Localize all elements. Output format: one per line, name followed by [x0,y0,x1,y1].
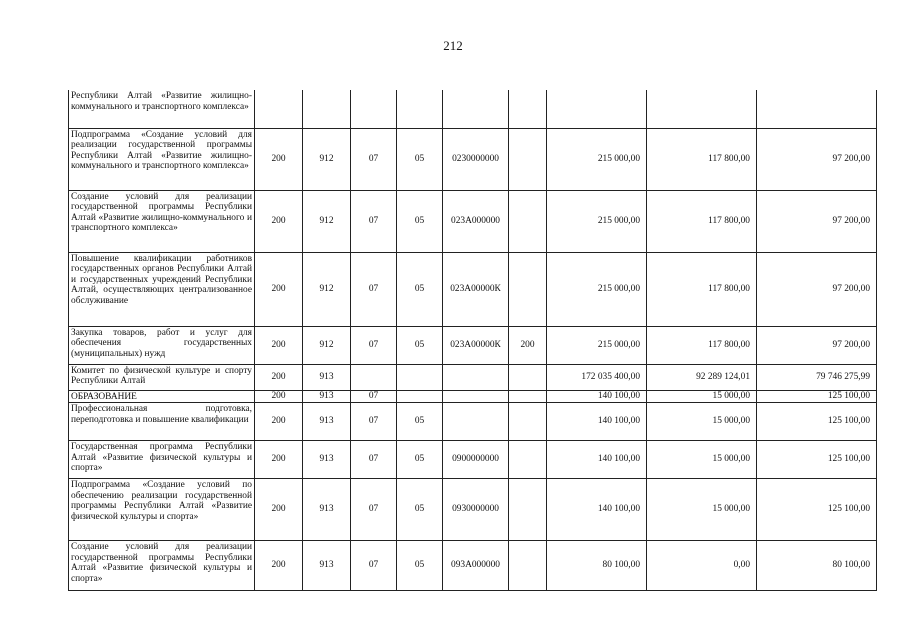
cell-type [509,541,547,591]
cell-code: 200 [255,441,303,479]
row-name: Создание условий для реализации государственной программы Республики Алтай «Развитие жилищно-коммунального и транспортного комплекса» [69,190,255,252]
cell-section: 07 [351,403,397,441]
cell-amount-2: 117 800,00 [647,128,757,190]
row-name: Профессиональная подготовка, переподготовка и повышение квалификации [69,403,255,441]
cell-amount-3: 125 100,00 [757,403,877,441]
cell-section: 07 [351,479,397,541]
cell-type [509,403,547,441]
cell-code: 200 [255,190,303,252]
cell-type [509,479,547,541]
cell-amount-3: 97 200,00 [757,128,877,190]
cell-section [351,90,397,128]
cell-subsection [397,90,443,128]
cell-amount-2: 117 800,00 [647,252,757,326]
cell-amount-1: 215 000,00 [547,326,647,364]
cell-amount-3: 97 200,00 [757,252,877,326]
cell-section: 07 [351,252,397,326]
cell-ministry: 913 [303,390,351,403]
cell-amount-2: 15 000,00 [647,441,757,479]
cell-subsection: 05 [397,541,443,591]
cell-code: 200 [255,390,303,403]
cell-ministry: 912 [303,190,351,252]
cell-code [255,90,303,128]
cell-target: 093А000000 [443,541,509,591]
cell-amount-1: 215 000,00 [547,128,647,190]
row-name: Подпрограмма «Создание условий для реализации государственной программы Республики Алтай «Развитие жилищно-коммунального и транспортного комплекса» [69,128,255,190]
cell-amount-2: 92 289 124,01 [647,364,757,390]
table-row [69,90,877,128]
page-number: 212 [443,38,463,53]
budget-table [68,90,877,591]
cell-type [509,90,547,128]
cell-amount-3: 97 200,00 [757,326,877,364]
cell-ministry: 912 [303,128,351,190]
cell-ministry: 913 [303,541,351,591]
cell-subsection [397,364,443,390]
cell-target: 023А00000К [443,252,509,326]
cell-section: 07 [351,190,397,252]
cell-ministry: 912 [303,252,351,326]
cell-amount-3: 80 100,00 [757,541,877,591]
cell-type [509,190,547,252]
cell-section: 07 [351,441,397,479]
cell-amount-3: 125 100,00 [757,479,877,541]
cell-amount-1: 140 100,00 [547,479,647,541]
table-row [69,326,877,364]
cell-ministry: 913 [303,479,351,541]
cell-type [509,128,547,190]
table-row [69,128,877,190]
cell-amount-1: 140 100,00 [547,403,647,441]
cell-ministry: 912 [303,326,351,364]
table-row [69,252,877,326]
cell-code: 200 [255,541,303,591]
cell-code: 200 [255,128,303,190]
cell-type [509,390,547,403]
row-name: Повышение квалификации работников государственных органов Республики Алтай и государственных учреждений Республики Алтай, осуществляющих централизованное обслуживание [69,252,255,326]
cell-section: 07 [351,128,397,190]
table-row [69,541,877,591]
cell-target [443,390,509,403]
cell-subsection: 05 [397,479,443,541]
cell-code: 200 [255,403,303,441]
row-name: Комитет по физической культуре и спорту Республики Алтай [69,364,255,390]
row-name: Республики Алтай «Развитие жилищно-коммунального и транспортного комплекса» [69,90,255,128]
cell-amount-1 [547,90,647,128]
cell-amount-2: 15 000,00 [647,479,757,541]
cell-amount-3: 125 100,00 [757,390,877,403]
cell-section: 07 [351,390,397,403]
cell-amount-2: 15 000,00 [647,390,757,403]
cell-subsection: 05 [397,252,443,326]
cell-target: 023А000000 [443,190,509,252]
cell-amount-2: 0,00 [647,541,757,591]
cell-section [351,364,397,390]
cell-ministry: 913 [303,441,351,479]
cell-ministry: 913 [303,403,351,441]
cell-target [443,364,509,390]
cell-subsection: 05 [397,190,443,252]
row-name: Государственная программа Республики Алтай «Развитие физической культуры и спорта» [69,441,255,479]
cell-amount-3: 79 746 275,99 [757,364,877,390]
cell-type: 200 [509,326,547,364]
cell-target [443,403,509,441]
cell-amount-2: 15 000,00 [647,403,757,441]
table-row [69,364,877,390]
cell-subsection [397,390,443,403]
cell-amount-1: 80 100,00 [547,541,647,591]
cell-code: 200 [255,326,303,364]
cell-subsection: 05 [397,403,443,441]
cell-code: 200 [255,479,303,541]
row-name: Закупка товаров, работ и услуг для обеспечения государственных (муниципальных) нужд [69,326,255,364]
cell-ministry [303,90,351,128]
table-row [69,190,877,252]
cell-amount-1: 215 000,00 [547,190,647,252]
cell-type [509,364,547,390]
cell-code: 200 [255,252,303,326]
cell-target: 023А00000К [443,326,509,364]
table-row [69,403,877,441]
cell-section: 07 [351,326,397,364]
cell-type [509,252,547,326]
cell-subsection: 05 [397,441,443,479]
cell-amount-2: 117 800,00 [647,190,757,252]
cell-type [509,441,547,479]
cell-amount-2 [647,90,757,128]
table-row [69,479,877,541]
row-name: Создание условий для реализации государственной программы Республики Алтай «Развитие физической культуры и спорта» [69,541,255,591]
row-name: Подпрограмма «Создание условий по обеспечению реализации государственной программы Республики Алтай «Развитие физической культуры и спорта» [69,479,255,541]
cell-amount-2: 117 800,00 [647,326,757,364]
cell-amount-1: 140 100,00 [547,441,647,479]
cell-amount-3: 125 100,00 [757,441,877,479]
cell-target [443,90,509,128]
row-name: ОБРАЗОВАНИЕ [69,390,255,403]
cell-amount-1: 140 100,00 [547,390,647,403]
cell-subsection: 05 [397,128,443,190]
cell-amount-1: 215 000,00 [547,252,647,326]
cell-amount-3 [757,90,877,128]
table-row [69,390,877,403]
cell-section: 07 [351,541,397,591]
cell-code: 200 [255,364,303,390]
cell-amount-1: 172 035 400,00 [547,364,647,390]
cell-ministry: 913 [303,364,351,390]
cell-target: 0900000000 [443,441,509,479]
table-row [69,441,877,479]
cell-target: 0230000000 [443,128,509,190]
cell-amount-3: 97 200,00 [757,190,877,252]
cell-subsection: 05 [397,326,443,364]
cell-target: 0930000000 [443,479,509,541]
